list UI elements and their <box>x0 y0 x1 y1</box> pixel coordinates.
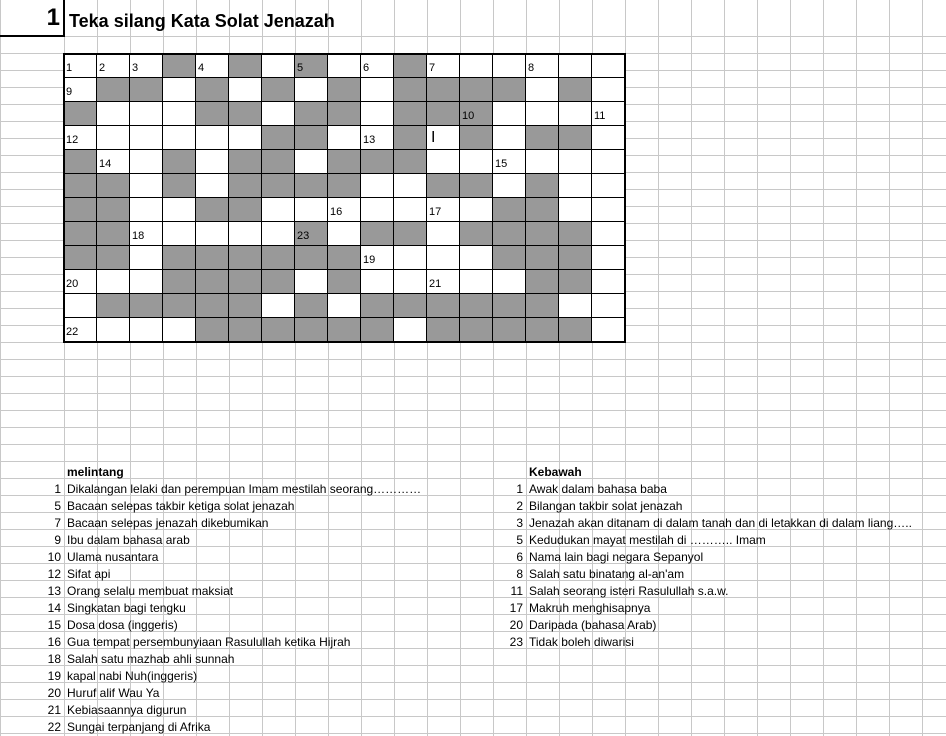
crossword-answer-cell[interactable] <box>592 126 625 150</box>
crossword-block-cell <box>526 294 559 318</box>
crossword-answer-cell[interactable] <box>295 198 328 222</box>
crossword-block-cell <box>97 246 130 270</box>
crossword-answer-cell[interactable] <box>130 174 163 198</box>
crossword-answer-cell[interactable] <box>196 222 229 246</box>
crossword-block-cell <box>229 174 262 198</box>
crossword-cell-number: 1 <box>66 62 73 74</box>
crossword-answer-cell[interactable] <box>328 126 361 150</box>
clue-number: 21 <box>47 703 61 717</box>
crossword-block-cell <box>262 150 295 174</box>
sheet-row-line <box>0 580 946 581</box>
crossword-answer-cell[interactable] <box>460 150 493 174</box>
crossword-answer-cell[interactable] <box>592 318 625 342</box>
crossword-answer-cell[interactable] <box>163 102 196 126</box>
crossword-block-cell <box>526 246 559 270</box>
crossword-answer-cell[interactable] <box>394 174 427 198</box>
crossword-block-cell <box>427 78 460 102</box>
crossword-answer-cell[interactable] <box>97 102 130 126</box>
crossword-answer-cell[interactable] <box>592 246 625 270</box>
sheet-column-line <box>691 0 692 736</box>
clue-text: Awak dalam bahasa baba <box>529 482 667 496</box>
crossword-answer-cell[interactable] <box>262 222 295 246</box>
crossword-block-cell <box>229 294 262 318</box>
across-heading: melintang <box>67 465 124 479</box>
crossword-answer-cell[interactable] <box>427 222 460 246</box>
clue-number: 5 <box>516 533 523 547</box>
clue-text: Orang selalu membuat maksiat <box>67 584 234 598</box>
crossword-block-cell <box>97 198 130 222</box>
crossword-block-cell <box>361 150 394 174</box>
crossword-answer-cell[interactable] <box>427 246 460 270</box>
crossword-block-cell <box>460 126 493 150</box>
crossword-answer-cell[interactable] <box>130 126 163 150</box>
clue-number: 20 <box>509 618 523 632</box>
crossword-block-cell <box>460 78 493 102</box>
crossword-answer-cell[interactable] <box>130 246 163 270</box>
clue-number: 15 <box>47 618 61 632</box>
crossword-block-cell <box>526 126 559 150</box>
clue-number: 7 <box>54 516 61 530</box>
crossword-answer-cell[interactable] <box>460 198 493 222</box>
crossword-cell-number: 4 <box>198 62 205 74</box>
crossword-answer-cell[interactable] <box>163 198 196 222</box>
crossword-block-cell <box>526 270 559 294</box>
crossword-border <box>624 53 626 343</box>
clue-text: Dikalangan lelaki dan perempuan Imam mestilah seorang………… <box>67 482 422 496</box>
crossword-block-cell <box>493 222 526 246</box>
crossword-block-cell <box>295 318 328 342</box>
sheet-column-line <box>757 0 758 736</box>
crossword-cell-number: 14 <box>99 158 112 170</box>
clue-text: Salah satu mazhab ahli sunnah <box>67 652 235 666</box>
crossword-cell-number: 18 <box>132 230 145 242</box>
clue-text: Ibu dalam bahasa arab <box>67 533 190 547</box>
crossword-block-cell <box>163 246 196 270</box>
crossword-block-cell <box>493 318 526 342</box>
crossword-block-cell <box>64 174 97 198</box>
crossword-block-cell <box>229 54 262 78</box>
clue-number: 13 <box>47 584 61 598</box>
crossword-block-cell <box>394 294 427 318</box>
crossword-block-cell <box>64 150 97 174</box>
crossword-answer-cell[interactable] <box>592 174 625 198</box>
clue-number: 17 <box>509 601 523 615</box>
crossword-answer-cell[interactable] <box>361 270 394 294</box>
crossword-answer-cell[interactable] <box>361 102 394 126</box>
clue-text: Jenazah akan ditanam di dalam tanah dan di letakkan di dalam liang….. <box>529 516 912 530</box>
crossword-block-cell <box>559 270 592 294</box>
crossword-block-cell <box>427 318 460 342</box>
crossword-block-cell <box>460 318 493 342</box>
sheet-column-line <box>0 0 1 736</box>
crossword-block-cell <box>163 54 196 78</box>
crossword-block-cell <box>64 102 97 126</box>
sheet-row-line <box>0 427 946 428</box>
sheet-row-line <box>0 36 946 37</box>
crossword-border <box>63 341 626 343</box>
crossword-cell-number: 2 <box>99 62 106 74</box>
crossword-block-cell <box>493 246 526 270</box>
sheet-row-line <box>0 359 946 360</box>
crossword-answer-cell[interactable] <box>559 54 592 78</box>
clue-text: Nama lain bagi negara Sepanyol <box>529 550 704 564</box>
crossword-answer-cell[interactable] <box>229 126 262 150</box>
clue-text: Ulama nusantara <box>67 550 159 564</box>
crossword-block-cell <box>97 222 130 246</box>
crossword-block-cell <box>295 102 328 126</box>
crossword-block-cell <box>559 78 592 102</box>
crossword-block-cell <box>526 198 559 222</box>
crossword-block-cell <box>196 246 229 270</box>
crossword-cell-number: 8 <box>528 62 535 74</box>
crossword-block-cell <box>295 246 328 270</box>
crossword-answer-cell[interactable] <box>64 294 97 318</box>
crossword-block-cell <box>229 150 262 174</box>
sheet-column-line <box>922 0 923 736</box>
clue-number: 5 <box>54 499 61 513</box>
crossword-answer-cell[interactable] <box>460 270 493 294</box>
crossword-answer-cell[interactable] <box>328 294 361 318</box>
sheet-column-line <box>658 0 659 736</box>
clue-text: Makruh menghisapnya <box>529 601 651 615</box>
crossword-block-cell <box>394 78 427 102</box>
clue-number: 1 <box>516 482 523 496</box>
clue-text: Tidak boleh diwarisi <box>529 635 634 649</box>
crossword-block-cell <box>427 174 460 198</box>
crossword-answer-cell[interactable] <box>163 318 196 342</box>
crossword-answer-cell[interactable] <box>592 150 625 174</box>
crossword-cell-number: 6 <box>363 62 370 74</box>
clue-number: 10 <box>47 550 61 564</box>
crossword-block-cell <box>229 198 262 222</box>
crossword-block-cell <box>526 318 559 342</box>
crossword-answer-cell[interactable] <box>163 78 196 102</box>
crossword-cell-number: 11 <box>594 110 606 122</box>
crossword-border <box>63 53 65 343</box>
crossword-answer-cell[interactable] <box>130 102 163 126</box>
crossword-border <box>63 53 626 55</box>
clue-number: 19 <box>47 669 61 683</box>
crossword-cell-number: 7 <box>429 62 436 74</box>
crossword-answer-cell[interactable] <box>526 102 559 126</box>
crossword-block-cell <box>163 294 196 318</box>
crossword-answer-cell[interactable] <box>559 102 592 126</box>
clue-text: Salah satu binatang al-an'am <box>529 567 685 581</box>
crossword-answer-cell[interactable] <box>559 174 592 198</box>
crossword-answer-cell[interactable] <box>394 318 427 342</box>
sheet-row-line <box>0 461 946 462</box>
crossword-block-cell <box>163 270 196 294</box>
crossword-block-cell <box>196 294 229 318</box>
crossword-block-cell <box>130 78 163 102</box>
crossword-block-cell <box>328 102 361 126</box>
crossword-answer-cell[interactable] <box>196 174 229 198</box>
crossword-answer-cell[interactable] <box>559 294 592 318</box>
clue-text: Bacaan selepas jenazah dikebumikan <box>67 516 269 530</box>
crossword-answer-cell[interactable] <box>559 150 592 174</box>
crossword-block-cell <box>328 270 361 294</box>
crossword-answer-cell[interactable] <box>493 126 526 150</box>
crossword-cell-number: 15 <box>495 158 508 170</box>
crossword-cell-number: 3 <box>132 62 139 74</box>
clue-text: Kedudukan mayat mestilah di ……….. Imam <box>529 533 766 547</box>
crossword-answer-cell[interactable] <box>262 294 295 318</box>
crossword-block-cell <box>460 174 493 198</box>
crossword-block-cell <box>559 318 592 342</box>
crossword-answer-cell[interactable] <box>196 126 229 150</box>
crossword-block-cell <box>262 270 295 294</box>
crossword-block-cell <box>97 78 130 102</box>
crossword-answer-cell[interactable] <box>592 294 625 318</box>
crossword-cell-number: 22 <box>66 326 79 338</box>
clue-text: Salah seorang isteri Rasulullah s.a.w. <box>529 584 729 598</box>
crossword-block-cell <box>328 78 361 102</box>
sheet-column-line <box>823 0 824 736</box>
crossword-answer-cell[interactable] <box>361 78 394 102</box>
crossword-answer-cell[interactable] <box>526 78 559 102</box>
crossword-answer-cell[interactable] <box>262 198 295 222</box>
crossword-answer-cell[interactable] <box>229 222 262 246</box>
crossword-answer-cell[interactable] <box>493 54 526 78</box>
crossword-block-cell <box>229 246 262 270</box>
crossword-block-cell <box>493 294 526 318</box>
crossword-answer-cell[interactable] <box>130 198 163 222</box>
crossword-cell-number: 10 <box>462 110 475 122</box>
clue-text: Huruf alif Wau Ya <box>67 686 160 700</box>
crossword-block-cell <box>328 318 361 342</box>
crossword-block-cell <box>427 294 460 318</box>
crossword-block-cell <box>526 222 559 246</box>
crossword-block-cell <box>394 150 427 174</box>
sheet-column-line <box>856 0 857 736</box>
clue-number: 14 <box>47 601 61 615</box>
crossword-block-cell <box>196 198 229 222</box>
crossword-block-cell <box>262 174 295 198</box>
crossword-block-cell <box>196 78 229 102</box>
crossword-cell-number: 16 <box>330 206 343 218</box>
clue-number: 1 <box>54 482 61 496</box>
crossword-block-cell <box>328 150 361 174</box>
clue-number: 12 <box>47 567 61 581</box>
crossword-cell-number: 20 <box>66 278 79 290</box>
crossword-block-cell <box>361 294 394 318</box>
sheet-row-line <box>0 376 946 377</box>
clue-number: 11 <box>510 584 523 598</box>
crossword-block-cell <box>526 174 559 198</box>
sheet-column-line <box>790 0 791 736</box>
crossword-answer-cell[interactable] <box>526 150 559 174</box>
crossword-block-cell <box>262 78 295 102</box>
crossword-answer-cell[interactable] <box>295 150 328 174</box>
crossword-answer-cell[interactable] <box>97 318 130 342</box>
sheet-column-line <box>889 0 890 736</box>
crossword-answer-cell[interactable] <box>130 270 163 294</box>
crossword-block-cell <box>262 126 295 150</box>
crossword-answer-cell[interactable] <box>493 174 526 198</box>
crossword-answer-cell[interactable] <box>427 150 460 174</box>
crossword-block-cell <box>262 246 295 270</box>
crossword-answer-cell[interactable] <box>361 198 394 222</box>
crossword-answer-cell[interactable] <box>229 78 262 102</box>
clue-text: Kebiasaannya digurun <box>67 703 187 717</box>
crossword-answer-cell[interactable] <box>130 150 163 174</box>
puzzle-title: Teka silang Kata Solat Jenazah <box>69 11 335 31</box>
crossword-block-cell <box>64 246 97 270</box>
crossword-answer-cell[interactable] <box>592 78 625 102</box>
crossword-answer-cell[interactable] <box>394 198 427 222</box>
crossword-block-cell <box>196 102 229 126</box>
clue-number: 9 <box>54 533 61 547</box>
crossword-block-cell <box>196 270 229 294</box>
crossword-block-cell <box>493 78 526 102</box>
crossword-answer-cell[interactable] <box>493 270 526 294</box>
crossword-block-cell <box>559 246 592 270</box>
clue-number: 16 <box>47 635 61 649</box>
crossword-answer-cell[interactable] <box>592 270 625 294</box>
crossword-block-cell <box>559 126 592 150</box>
crossword-block-cell <box>295 174 328 198</box>
crossword-answer-cell[interactable] <box>97 270 130 294</box>
crossword-answer-cell[interactable] <box>328 222 361 246</box>
down-heading: Kebawah <box>529 465 582 479</box>
crossword-answer-cell[interactable] <box>592 198 625 222</box>
crossword-block-cell <box>163 150 196 174</box>
clue-number: 22 <box>47 720 61 734</box>
title-divider <box>63 0 65 37</box>
crossword-block-cell <box>427 102 460 126</box>
crossword-block-cell <box>328 174 361 198</box>
crossword-cell-number: 12 <box>66 134 79 146</box>
crossword-block-cell <box>460 222 493 246</box>
sheet-row-line <box>0 478 946 479</box>
crossword-block-cell <box>295 294 328 318</box>
crossword-block-cell <box>493 198 526 222</box>
sheet-row-line <box>0 393 946 394</box>
crossword-block-cell <box>64 198 97 222</box>
clue-text: Dosa dosa (inggeris) <box>67 618 178 632</box>
clue-text: kapal nabi Nuh(inggeris) <box>67 669 198 683</box>
crossword-answer-cell[interactable] <box>196 150 229 174</box>
clue-text: Bacaan selepas takbir ketiga solat jenazah <box>67 499 295 513</box>
crossword-answer-cell[interactable] <box>394 270 427 294</box>
crossword-block-cell <box>394 222 427 246</box>
crossword-answer-cell[interactable] <box>592 54 625 78</box>
sheet-number: 1 <box>46 4 60 31</box>
crossword-entered-letter: I <box>431 129 436 146</box>
crossword-answer-cell[interactable] <box>493 102 526 126</box>
crossword-answer-cell[interactable] <box>295 78 328 102</box>
clue-number: 2 <box>516 499 523 513</box>
clue-number: 6 <box>516 550 523 564</box>
crossword-cell-number: 9 <box>66 86 73 98</box>
crossword-block-cell <box>229 102 262 126</box>
crossword-answer-cell[interactable] <box>262 102 295 126</box>
crossword-answer-cell[interactable] <box>328 54 361 78</box>
crossword-answer-cell[interactable] <box>460 246 493 270</box>
sheet-row-line <box>0 410 946 411</box>
clue-number: 23 <box>509 635 523 649</box>
crossword-block-cell <box>394 126 427 150</box>
crossword-cell-number: 23 <box>297 230 310 242</box>
clue-text: Bilangan takbir solat jenazah <box>529 499 683 513</box>
crossword-block-cell <box>196 318 229 342</box>
title-underline <box>0 35 64 37</box>
crossword-block-cell <box>229 318 262 342</box>
sheet-row-line <box>0 444 946 445</box>
crossword-block-cell <box>559 222 592 246</box>
crossword-block-cell <box>361 318 394 342</box>
crossword-cell-number: 5 <box>297 62 304 74</box>
crossword-answer-cell[interactable] <box>361 174 394 198</box>
crossword-answer-cell[interactable] <box>163 126 196 150</box>
crossword-answer-cell[interactable] <box>262 54 295 78</box>
crossword-cell-number: 17 <box>429 206 442 218</box>
clue-number: 20 <box>47 686 61 700</box>
crossword-block-cell <box>361 222 394 246</box>
clue-number: 8 <box>516 567 523 581</box>
crossword-answer-cell[interactable] <box>394 246 427 270</box>
crossword-answer-cell[interactable] <box>460 54 493 78</box>
crossword-block-cell <box>262 318 295 342</box>
crossword-block-cell <box>64 222 97 246</box>
clue-number: 3 <box>516 516 523 530</box>
crossword-answer-cell[interactable] <box>295 270 328 294</box>
crossword-block-cell <box>97 174 130 198</box>
clue-text: Daripada (bahasa Arab) <box>529 618 657 632</box>
crossword-block-cell <box>163 174 196 198</box>
crossword-cell-number: 13 <box>363 134 376 146</box>
crossword-cell-number: 19 <box>363 254 376 266</box>
crossword-answer-cell[interactable] <box>559 198 592 222</box>
crossword-block-cell <box>295 126 328 150</box>
crossword-block-cell <box>394 54 427 78</box>
crossword-answer-cell[interactable] <box>130 318 163 342</box>
crossword-block-cell <box>394 102 427 126</box>
crossword-block-cell <box>130 294 163 318</box>
crossword-block-cell <box>460 294 493 318</box>
crossword-cell-number: 21 <box>429 278 442 290</box>
crossword-answer-cell[interactable] <box>163 222 196 246</box>
crossword-block-cell <box>229 270 262 294</box>
sheet-column-line <box>724 0 725 736</box>
clue-text: Sifat api <box>67 567 111 581</box>
clue-text: Singkatan bagi tengku <box>67 601 186 615</box>
crossword-answer-cell[interactable] <box>592 222 625 246</box>
crossword-block-cell <box>328 246 361 270</box>
crossword-block-cell <box>97 294 130 318</box>
clue-text: Sungai terpanjang di Afrika <box>67 720 211 734</box>
clue-number: 18 <box>47 652 61 666</box>
crossword-answer-cell[interactable] <box>97 126 130 150</box>
clue-text: Gua tempat persembunyiaan Rasulullah ketika Hijrah <box>67 635 351 649</box>
